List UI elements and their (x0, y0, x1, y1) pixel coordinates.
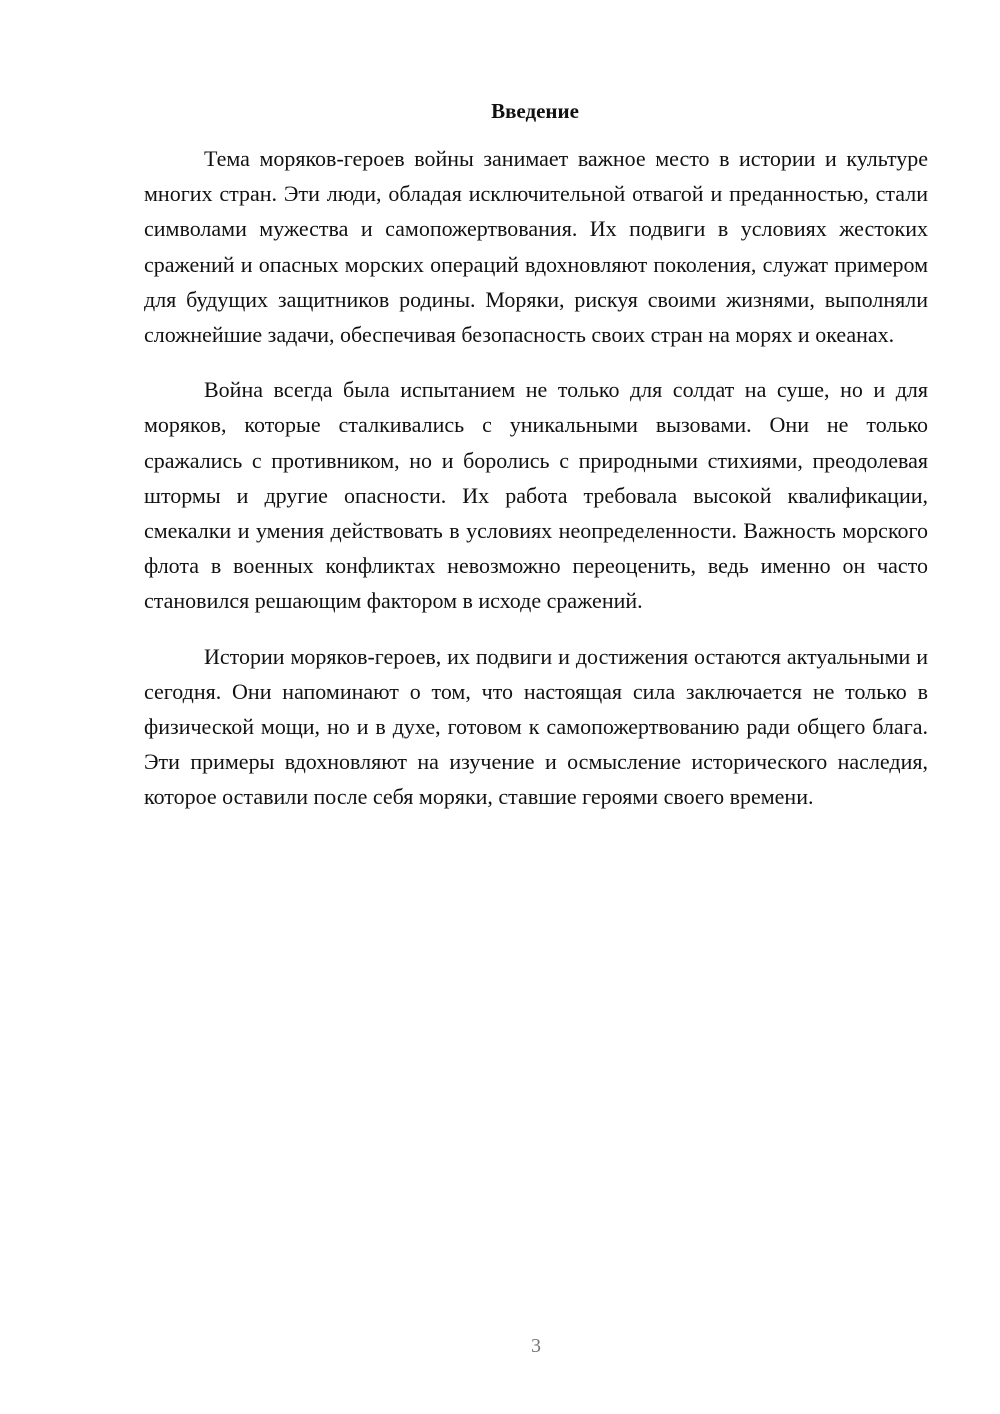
section-title: Введение (491, 99, 579, 123)
paragraph-3: Истории моряков-героев, их подвиги и достижения остаются актуальными и сегодня. Они напоминают о том, что настоящая сила заключается не только в физической мощи, но и в духе, готовом к самопожертвованию ради общего блага. Эти примеры вдохновляют на изучение и осмысление исторического наследия, которое оставили после себя моряки, ставшие героями своего времени. (144, 643, 928, 810)
page-number: 3 (531, 1335, 541, 1357)
body-text (144, 141, 928, 835)
paragraph-1: Тема моряков-героев войны занимает важное место в истории и культуре многих стран. Эти люди, обладая исключительной отвагой и преданностью, стали символами мужества и самопожертвования. Их подвиги в условиях жестоких сражений и опасных морских операций вдохновляют поколения, служат примером для будущих защитников родины. Моряки, рискуя своими жизнями, выполняли сложнейшие задачи, обеспечивая безопасность своих стран на морях и океанах. (144, 146, 928, 348)
paragraph-2: Война всегда была испытанием не только для солдат на суше, но и для моряков, которые сталкивались с уникальными вызовами. Они не только сражались с противником, но и боролись с природными стихиями, преодолевая штормы и другие опасности. Их работа требовала высокой квалификации, смекалки и умения действовать в условиях неопределенности. Важность морского флота в военных конфликтах невозможно переоценить, ведь именно он часто становился решающим фактором в исходе сражений. (144, 377, 928, 614)
